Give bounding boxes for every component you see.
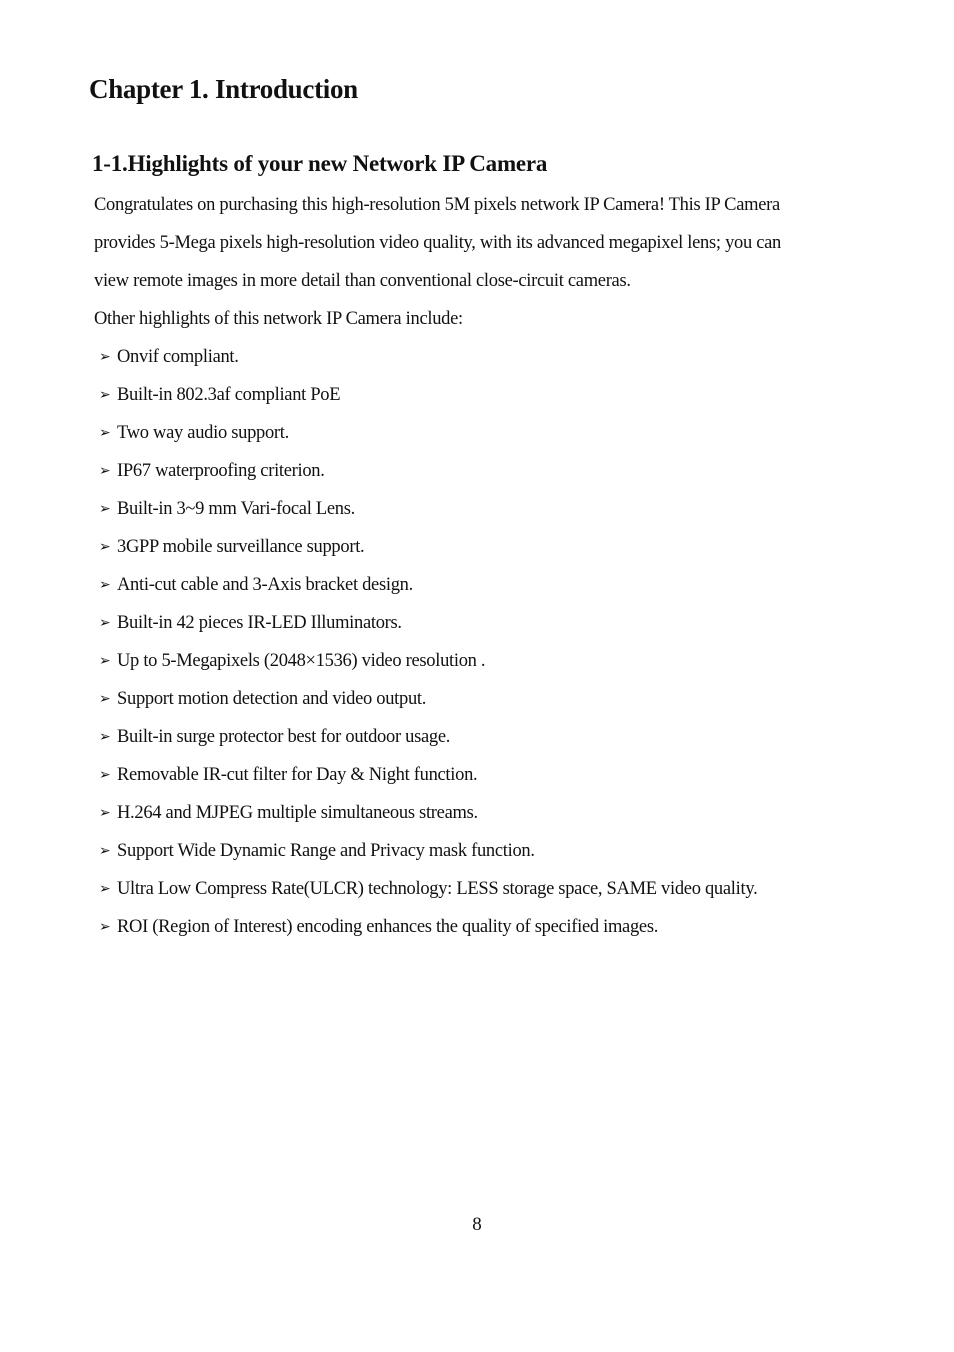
list-item (94, 756, 894, 794)
list-item (94, 870, 894, 908)
highlight-text: Built-in surge protector best for outdoor usage. (117, 727, 451, 747)
page-number: 8 (472, 1214, 482, 1235)
arrowhead-bullet-icon: ➢ (99, 805, 111, 821)
highlight-text: Anti-cut cable and 3-Axis bracket design. (117, 575, 413, 595)
highlight-text: Removable IR-cut filter for Day & Night function. (117, 765, 478, 785)
list-item (94, 680, 894, 718)
arrowhead-bullet-icon: ➢ (99, 425, 111, 441)
highlight-text: Support Wide Dynamic Range and Privacy mask function. (117, 841, 535, 861)
list-item (94, 642, 894, 680)
intro-line: Congratulates on purchasing this high-resolution 5M pixels network IP Camera! This IP Camera (94, 195, 780, 215)
intro-line: view remote images in more detail than conventional close-circuit cameras. (94, 271, 631, 291)
highlights-list (94, 338, 894, 946)
list-item (94, 908, 894, 946)
list-item (94, 338, 894, 376)
list-item (94, 718, 894, 756)
arrowhead-bullet-icon: ➢ (99, 501, 111, 517)
list-item (94, 452, 894, 490)
list-item (94, 604, 894, 642)
highlight-text: Built-in 3~9 mm Vari-focal Lens. (117, 499, 355, 519)
arrowhead-bullet-icon: ➢ (99, 919, 111, 935)
intro-line: provides 5-Mega pixels high-resolution video quality, with its advanced megapixel lens; you can (94, 233, 782, 253)
arrowhead-bullet-icon: ➢ (99, 767, 111, 783)
section-title: 1-1.Highlights of your new Network IP Camera (92, 151, 548, 176)
arrowhead-bullet-icon: ➢ (99, 349, 111, 365)
highlight-text: Support motion detection and video output. (117, 689, 427, 709)
arrowhead-bullet-icon: ➢ (99, 843, 111, 859)
list-item (94, 832, 894, 870)
list-item (94, 414, 894, 452)
list-item (94, 528, 894, 566)
list-item (94, 794, 894, 832)
highlight-text: Up to 5-Megapixels (2048×1536) video resolution . (117, 651, 486, 671)
highlight-text: H.264 and MJPEG multiple simultaneous streams. (117, 803, 478, 823)
list-item (94, 566, 894, 604)
highlight-text: 3GPP mobile surveillance support. (117, 537, 365, 557)
highlight-text: Two way audio support. (117, 423, 289, 443)
arrowhead-bullet-icon: ➢ (99, 463, 111, 479)
arrowhead-bullet-icon: ➢ (99, 577, 111, 593)
arrowhead-bullet-icon: ➢ (99, 539, 111, 555)
arrowhead-bullet-icon: ➢ (99, 691, 111, 707)
list-item (94, 376, 894, 414)
arrowhead-bullet-icon: ➢ (99, 881, 111, 897)
chapter-title: Chapter 1. Introduction (89, 74, 358, 104)
highlight-text: IP67 waterproofing criterion. (117, 461, 325, 481)
section-body (94, 186, 894, 946)
highlight-text: Onvif compliant. (117, 347, 239, 367)
highlight-text: Built-in 42 pieces IR-LED Illuminators. (117, 613, 402, 633)
highlight-text: Ultra Low Compress Rate(ULCR) technology: LESS storage space, SAME video quality. (117, 879, 758, 899)
list-item (94, 490, 894, 528)
highlight-text: ROI (Region of Interest) encoding enhances the quality of specified images. (117, 917, 659, 937)
arrowhead-bullet-icon: ➢ (99, 615, 111, 631)
arrowhead-bullet-icon: ➢ (99, 729, 111, 745)
highlight-text: Built-in 802.3af compliant PoE (117, 385, 341, 405)
arrowhead-bullet-icon: ➢ (99, 387, 111, 403)
list-intro: Other highlights of this network IP Camera include: (94, 309, 463, 329)
arrowhead-bullet-icon: ➢ (99, 653, 111, 669)
